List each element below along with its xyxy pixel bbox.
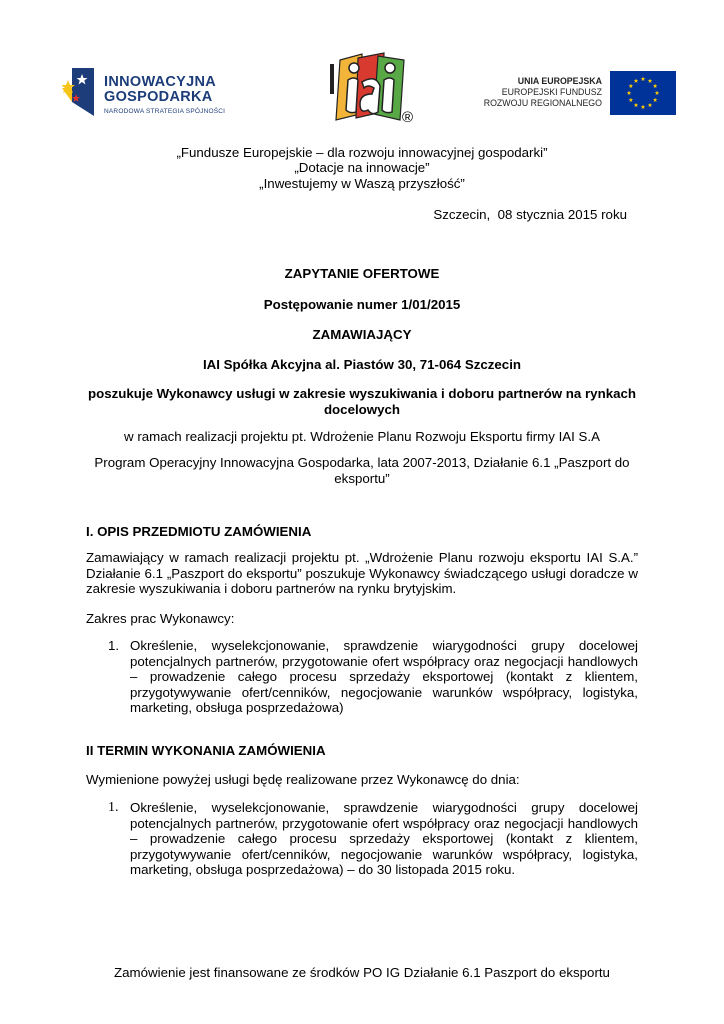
logo-ig-line2: GOSPODARKA [104,89,213,105]
section1-paragraph: Zamawiający w ramach realizacji projektu pt. „Wdrożenie Planu rozwoju eksportu IAI S.A.” Działanie 6.1 „Paszport do eksportu” poszukuje Wykonawcy świadczącego usługi doradcze w zakresie wyszukiwania i doboru partnerów na rynku brytyjskim. [86,550,638,596]
eu-logo [482,62,678,118]
registered-mark: ® [402,109,414,126]
procedure-number: Postępowanie numer 1/01/2015 [263,297,461,312]
list-item-text: Określenie, wyselekcjonowanie, sprawdzenie wiarygodności grupy docelowej potencjalnych partnerów, przygotowanie ofert współpracy oraz negocjacji handlowych – prowadzenie całego procesu sprzedaży eksportowej (kontakt z klientem, przygotywywanie ofert/cenników, negocjowanie warunków współpracy, logistyka, marketing, obsługa posprzedażowa) [130,638,638,715]
list-item-number: 1. [108,800,119,815]
footer-note: Zamówienie jest finansowane ze środków PO IG Działanie 6.1 Paszport do eksportu [114,965,610,980]
section1-heading: I. OPIS PRZEDMIOTU ZAMÓWIENIA [86,524,312,539]
list-item-number: 1. [108,638,120,653]
section2-paragraph: Wymienione powyżej usługi będę realizowane przez Wykonawcę do dnia: [86,772,520,787]
slogan-2: „Dotacje na innowacje” [294,160,430,175]
scope-label: Zakres prac Wykonawcy: [86,611,235,626]
list-item-text: Określenie, wyselekcjonowanie, sprawdzenie wiarygodności grupy docelowej potencjalnych partnerów, przygotowanie ofert współpracy oraz negocjacji handlowych – prowadzenie całego procesu sprzedaży eksportowej (kontakt z klientem, przygotywywanie ofert/cenników, negocjowanie warunków współpracy, logistyka, marketing, obsługa posprzedażowa) – do 30 listopada 2015 roku. [130,800,638,877]
eu-logo-line2: EUROPEJSKI FUNDUSZ [501,87,602,97]
slogan-1: „Fundusze Europejskie – dla rozwoju innowacyjnej gospodarki” [176,145,548,160]
innowacyjna-gospodarka-logo [62,62,232,120]
program-line: Program Operacyjny Innowacyjna Gospodarka, lata 2007-2013, Działanie 6.1 „Paszport do eksportu” [94,455,630,486]
date-line: Szczecin, 08 stycznia 2015 roku [433,207,627,222]
orderer-heading: ZAMAWIAJĄCY [312,327,412,342]
seeking-statement: poszukuje Wykonawcy usługi w zakresie wyszukiwania i doboru partnerów na rynkach docelowych [87,386,637,417]
section2-heading: II TERMIN WYKONANIA ZAMÓWIENIA [86,743,326,758]
eu-logo-line1: UNIA EUROPEJSKA [517,76,602,86]
document-title: ZAPYTANIE OFERTOWE [284,266,440,281]
logo-ig-line1: INNOWACYJNA [104,74,217,90]
project-line: w ramach realizacji projektu pt. Wdrożenie Planu Rozwoju Eksportu firmy IAI S.A [124,429,600,444]
orderer-address: IAI Spółka Akcyjna al. Piastów 30, 71-064 Szczecin [202,357,522,372]
eu-flag-icon [610,71,676,115]
star-flag-icon [62,68,94,116]
slogan-3: „Inwestujemy w Waszą przyszłość” [259,176,465,191]
eu-logo-line3: ROZWOJU REGIONALNEGO [483,98,602,108]
logo-ig-line3: NARODOWA STRATEGIA SPÓJNOŚCI [104,108,226,115]
iai-logo [318,50,422,134]
